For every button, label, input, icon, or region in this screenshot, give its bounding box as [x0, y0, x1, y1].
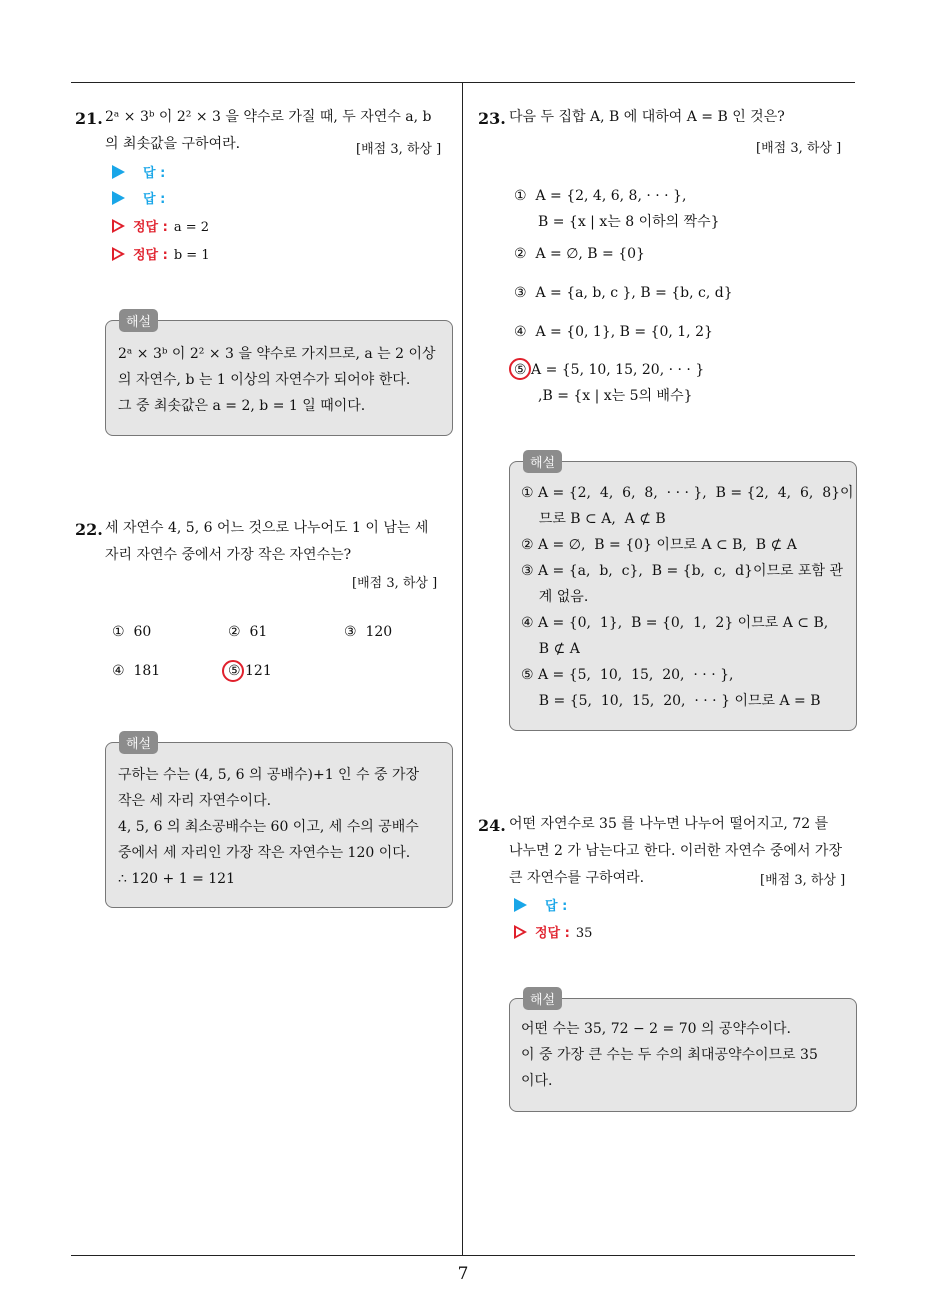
answer-label: 답 : — [143, 166, 166, 181]
explanation-line: 이 중 가장 큰 수는 두 수의 최대공약수이므로 35 — [521, 1047, 818, 1063]
explanation-line: ② A = ∅, B = {0} 이므로 A ⊂ B, B ⊄ A — [521, 537, 797, 553]
question-number: 23. — [478, 109, 506, 128]
play-arrow-icon — [112, 191, 125, 205]
option-1[interactable] — [514, 183, 686, 209]
option-5-line2: ,B = {x | x는 5의 배수} — [538, 388, 693, 404]
explanation-line: 그 중 최솟값은 a = 2, b = 1 일 때이다. — [118, 398, 366, 414]
correct-label: 정답 : — [535, 926, 570, 941]
option-1[interactable] — [112, 619, 151, 645]
column-divider — [462, 82, 463, 1256]
question-number: 21. — [75, 109, 103, 128]
explanation-line: ⑤ A = {5, 10, 15, 20, · · · }, — [521, 667, 734, 683]
explanation-line: 므로 B ⊂ A, A ⊄ B — [521, 511, 666, 527]
explanation-line: 구하는 수는 (4, 5, 6 의 공배수)+1 인 수 중 가장 — [118, 767, 420, 783]
correct-label: 정답 : — [133, 248, 168, 263]
question-number: 22. — [75, 520, 103, 539]
correct-value: a = 2 — [173, 220, 210, 235]
explanation-line: ④ A = {0, 1}, B = {0, 1, 2} 이므로 A ⊂ B, — [521, 615, 829, 631]
explanation-line: ③ A = {a, b, c}, B = {b, c, d}이므로 포함 관 — [521, 563, 844, 579]
answer-row — [112, 160, 165, 187]
option-text: 120 — [365, 624, 393, 640]
option-mark: ④ — [112, 663, 125, 679]
explanation-line: 작은 세 자리 자연수이다. — [118, 793, 272, 809]
option-mark: ① — [514, 188, 527, 204]
explanation-line: 2ᵃ × 3ᵇ 이 2² × 3 을 약수로 가지므로, a 는 2 이상 — [118, 346, 436, 362]
score-label: [배점 3, 하상 ] — [756, 141, 842, 156]
correct-answer-row — [112, 242, 210, 269]
option-text: A = ∅, B = {0} — [535, 246, 645, 262]
explanation-line: ∴ 120 + 1 = 121 — [118, 871, 235, 887]
option-mark: ③ — [514, 285, 527, 301]
option-mark: ⑤ — [514, 362, 527, 378]
option-text: 60 — [133, 624, 152, 640]
question-text: 큰 자연수를 구하여라. — [509, 870, 645, 886]
answer-row — [112, 186, 165, 213]
correct-answer-row — [112, 214, 209, 241]
explanation-line: 계 없음. — [521, 589, 589, 605]
option-4[interactable] — [514, 319, 713, 345]
option-text: A = {a, b, c }, B = {b, c, d} — [535, 285, 733, 301]
question-text: 어떤 자연수로 35 를 나누면 나누어 떨어지고, 72 를 — [509, 816, 829, 832]
option-mark: ③ — [344, 624, 357, 640]
option-text: A = {0, 1}, B = {0, 1, 2} — [535, 324, 713, 340]
play-arrow-icon — [514, 898, 527, 912]
answer-row — [514, 893, 567, 920]
option-5[interactable] — [514, 357, 704, 383]
explanation-line: 어떤 수는 35, 72 − 2 = 70 의 공약수이다. — [521, 1021, 792, 1037]
correct-value: b = 1 — [173, 248, 210, 263]
question-number: 24. — [478, 816, 506, 835]
answer-label: 답 : — [143, 192, 166, 207]
correct-value: 35 — [575, 926, 593, 941]
selected-answer-circle-icon — [509, 358, 531, 380]
explanation-tag: 해설 — [523, 987, 562, 1010]
selected-answer-circle-icon — [222, 660, 244, 682]
score-label: [배점 3, 하상 ] — [760, 873, 846, 888]
page-number: 7 — [457, 1264, 469, 1284]
outline-arrow-icon — [112, 247, 125, 261]
option-mark: ⑤ — [228, 663, 241, 679]
correct-answer-row — [514, 920, 592, 947]
explanation-tag: 해설 — [119, 731, 158, 754]
option-text: 121 — [245, 663, 272, 679]
option-4[interactable] — [112, 658, 160, 684]
explanation-line: B ⊄ A — [521, 641, 580, 657]
explanation-line: ① A = {2, 4, 6, 8, · · · }, B = {2, 4, 6, 8}이 — [521, 485, 854, 501]
option-3[interactable] — [514, 280, 733, 306]
option-mark: ④ — [514, 324, 527, 340]
option-text: A = {5, 10, 15, 20, · · · } — [531, 362, 705, 378]
question-text: 나누면 2 가 남는다고 한다. 이러한 자연수 중에서 가장 — [509, 843, 842, 859]
option-mark: ② — [228, 624, 241, 640]
explanation-tag: 해설 — [119, 309, 158, 332]
question-text: 다음 두 집합 A, B 에 대하여 A = B 인 것은? — [509, 109, 785, 125]
explanation-line: 이다. — [521, 1073, 553, 1089]
option-text: A = {2, 4, 6, 8, · · · }, — [535, 188, 687, 204]
explanation-line: 의 자연수, b 는 1 이상의 자연수가 되어야 한다. — [118, 372, 411, 388]
explanation-line: 중에서 세 자리인 가장 작은 자연수는 120 이다. — [118, 845, 411, 861]
outline-arrow-icon — [112, 219, 125, 233]
correct-label: 정답 : — [133, 220, 168, 235]
score-label: [배점 3, 하상 ] — [356, 142, 442, 157]
option-text: 61 — [249, 624, 268, 640]
option-3[interactable] — [344, 619, 392, 645]
explanation-line: 4, 5, 6 의 최소공배수는 60 이고, 세 수의 공배수 — [118, 819, 419, 835]
explanation-line: B = {5, 10, 15, 20, · · · } 이므로 A = B — [521, 693, 821, 709]
bottom-rule — [71, 1255, 855, 1256]
question-text: 세 자연수 4, 5, 6 어느 것으로 나누어도 1 이 남는 세 — [105, 520, 429, 536]
score-label: [배점 3, 하상 ] — [352, 576, 438, 591]
option-2[interactable] — [228, 619, 267, 645]
question-text: 의 최솟값을 구하여라. — [105, 136, 241, 152]
option-mark: ① — [112, 624, 125, 640]
option-1-line2: B = {x | x는 8 이하의 짝수} — [538, 214, 720, 230]
answer-label: 답 : — [545, 899, 568, 914]
option-2[interactable] — [514, 241, 645, 267]
question-text: 2ᵃ × 3ᵇ 이 2² × 3 을 약수로 가질 때, 두 자연수 a, b — [105, 109, 432, 125]
question-text: 자리 자연수 중에서 가장 작은 자연수는? — [105, 547, 352, 563]
top-rule — [71, 82, 855, 83]
play-arrow-icon — [112, 165, 125, 179]
option-text: 181 — [133, 663, 161, 679]
explanation-tag: 해설 — [523, 450, 562, 473]
option-mark: ② — [514, 246, 527, 262]
outline-arrow-icon — [514, 925, 527, 939]
